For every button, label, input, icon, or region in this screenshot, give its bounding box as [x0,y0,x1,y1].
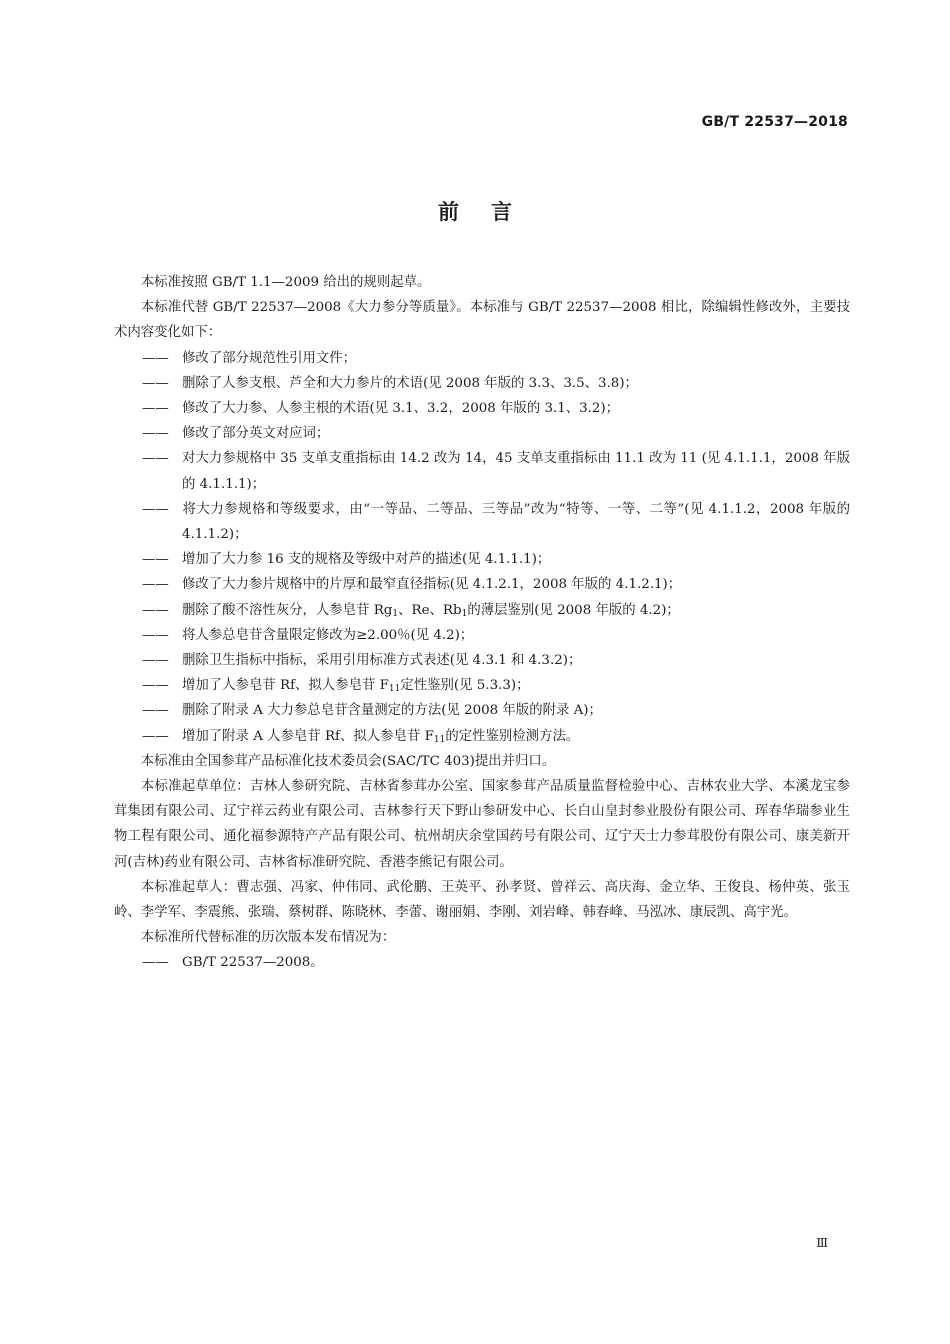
change-item [142,346,850,371]
change-text-part: 定性鉴别(见 5.3.3)； [400,678,530,694]
foreword-body [114,270,850,976]
change-text-part: 的定性鉴别检测方法。 [445,728,580,744]
change-text [182,729,579,744]
dash-marker: —— [142,728,169,744]
change-text: 增加了大力参 16 支的规格及等级中对芦的描述(见 4.1.1.1)； [182,552,551,568]
change-item [142,698,850,723]
history-text: GB/T 22537—2008。 [182,955,324,971]
dash-marker: —— [142,552,169,568]
change-text: 删除卫生指标中指标，采用引用标准方式表述(见 4.3.1 和 4.3.2)； [182,653,582,669]
dash-marker: —— [142,602,169,618]
subscript: 1 [461,608,468,619]
change-text: 将人参总皂苷含量限定修改为≥2.00％(见 4.2)； [182,627,474,643]
dash-marker: —— [142,955,169,971]
change-item [142,497,850,547]
paragraph: 本标准起草单位：吉林人参研究院、吉林省参茸办公室、国家参茸产品质量监督检验中心、吉林农业大学、本溪龙宝参茸集团有限公司、辽宁祥云药业有限公司、吉林参行天下野山参研发中心、长白山皇封参业股份有限公司、珲春华瑞参业生物工程有限公司、通化福参源特产产品有限公司、杭州胡庆余堂国药号有限公司、辽宁天士力参茸股份有限公司、康美新开河(吉林)药业有限公司、吉林省标准研究院、香港李熊记有限公司。 [114,779,850,870]
change-item [142,724,850,749]
change-item [142,648,850,673]
dash-marker: —— [142,451,169,467]
change-text: 删除了人参支根、芦全和大力参片的术语(见 2008 年版的 3.3、3.5、3.8)； [182,375,638,391]
paragraph: 本标准代替 GB/T 22537—2008《大力参分等质量》。本标准与 GB/T 22537—2008 相比，除编辑性修改外，主要技术内容变化如下： [114,300,850,341]
dash-marker: —— [142,703,169,719]
change-text-part: 的薄层鉴别(见 2008 年版的 4.2)； [467,602,680,618]
subscript: 11 [433,734,446,745]
change-item [142,598,850,623]
change-text-part: 删除了酸不溶性灰分，人参皂苷 Rg [182,602,393,618]
dash-marker: —— [142,501,169,517]
change-item [142,572,850,597]
dash-marker: —— [142,350,169,366]
change-item [142,446,850,496]
change-text: 修改了部分规范性引用文件； [182,350,357,366]
change-text: 修改了大力参片规格中的片厚和最窄直径指标(见 4.1.2.1，2008 年版的 4.1.2.1)； [182,577,682,593]
change-item [142,623,850,648]
subscript: 1 [392,608,399,619]
dash-marker: —— [142,653,169,669]
change-text: 删除了附录 A 大力参总皂苷含量测定的方法(见 2008 年版的附录 A)； [182,703,602,719]
change-text-part: 增加了人参皂苷 Rf、拟人参皂苷 F [182,678,389,694]
change-text [182,678,530,693]
subscript: 11 [388,684,401,695]
dash-marker: —— [142,401,169,417]
paragraph: 本标准由全国参茸产品标准化技术委员会(SAC/TC 403)提出并归口。 [140,753,556,769]
change-text: 对大力参规格中 35 支单支重指标由 14.2 改为 14，45 支单支重指标由 11.1 改为 11 (见 4.1.1.1，2008 年版的 4.1.1.1)； [182,451,850,492]
change-item [142,371,850,396]
dash-marker: —— [142,577,169,593]
standard-number: GB/T 22537—2018 [701,114,848,130]
change-text-part: 增加了附录 A 人参皂苷 Rf、拟人参皂苷 F [182,728,434,744]
dash-marker: —— [142,678,169,694]
change-text [182,603,680,618]
change-item [142,396,850,421]
dash-marker: —— [142,375,169,391]
paragraph: 本标准起草人：曹志强、冯家、仲伟同、武伦鹏、王英平、孙孝贤、曾祥云、高庆海、金立华、王俊良、杨仲英、张玉岭、李学军、李震熊、张瑞、蔡树群、陈晓林、李蕾、谢丽娟、李刚、刘岩峰、韩春峰、马泓冰、康辰凯、高宇光。 [114,879,850,921]
dash-marker: —— [142,627,169,643]
paragraph: 本标准所代替标准的历次版本发布情况为： [140,930,396,946]
change-item [142,421,850,446]
change-item [142,547,850,572]
change-item [142,673,850,698]
change-text: 修改了部分英文对应词； [182,426,330,442]
dash-marker: —— [142,426,169,442]
change-text-part: 、Re、Rb [398,602,462,618]
history-item [142,950,850,975]
change-text: 将大力参规格和等级要求，由“一等品、二等品、三等品”改为“特等、一等、二等”(见 4.1.1.2，2008 年版的 4.1.1.2)； [182,501,850,543]
paragraph: 本标准按照 GB/T 1.1—2009 给出的规则起草。 [140,275,431,290]
change-text: 修改了大力参、人参主根的术语(见 3.1、3.2，2008 年版的 3.1、3.2)； [182,401,620,417]
page-title: 前言 [438,200,544,224]
page-number: Ⅲ [816,1236,828,1250]
